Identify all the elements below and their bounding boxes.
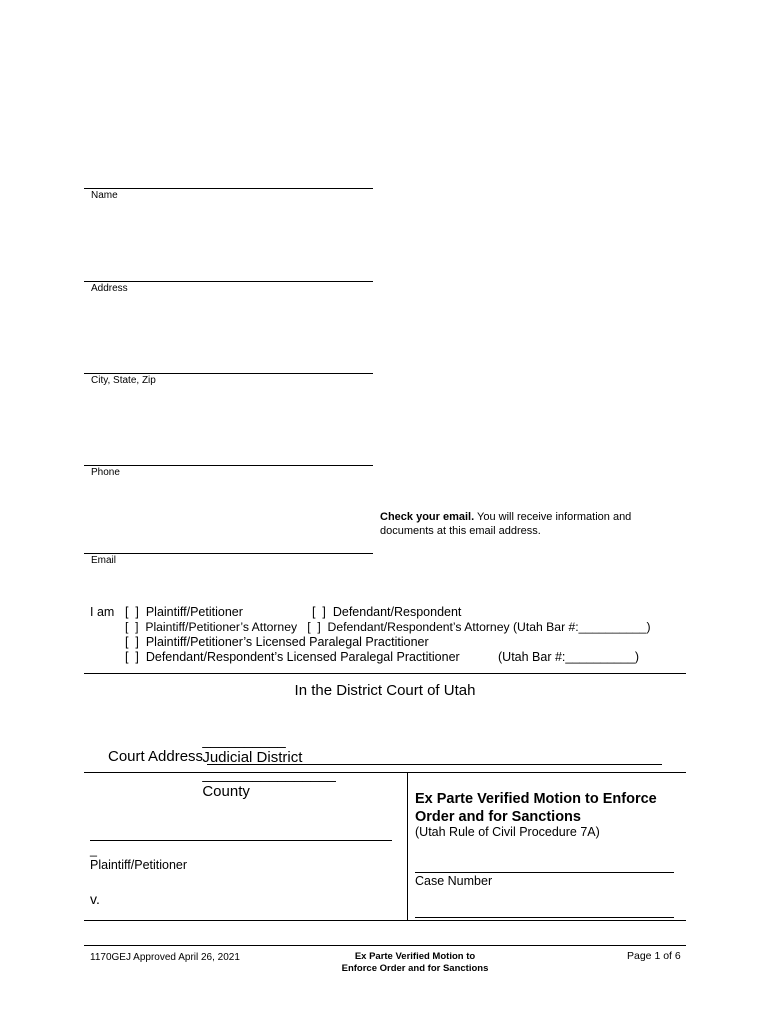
city-state-zip-line[interactable]	[84, 373, 373, 374]
footer-rule	[84, 945, 686, 946]
email-line[interactable]	[84, 553, 373, 554]
city-state-zip-label: City, State, Zip	[91, 375, 156, 386]
versus-label: v.	[90, 891, 100, 907]
footer-form-id: 1170GEJ Approved April 26, 2021	[90, 952, 240, 963]
caption-divider	[407, 772, 408, 920]
case-number-line[interactable]	[415, 872, 674, 873]
court-address-line[interactable]	[207, 764, 662, 765]
address-line[interactable]	[84, 281, 373, 282]
email-note-bold: Check your email.	[380, 511, 475, 523]
checkbox-attorneys[interactable]: [ ] Plaintiff/Petitioner’s Attorney [ ] Defendant/Respondent’s Attorney (Utah Bar #:__________)	[125, 620, 651, 634]
footer-title-line1: Ex Parte Verified Motion to	[354, 951, 476, 962]
footer-page-number: Page 1 of 6	[627, 950, 681, 962]
motion-title	[415, 790, 685, 826]
county-blank[interactable]: ________________	[202, 766, 336, 783]
phone-label: Phone	[91, 467, 120, 478]
judge-line[interactable]	[415, 917, 674, 918]
name-line[interactable]	[84, 188, 373, 189]
court-address-label: Court Address	[108, 748, 204, 765]
utah-bar-number-field[interactable]: (Utah Bar #:__________)	[498, 650, 640, 664]
section-divider	[84, 673, 686, 674]
phone-line[interactable]	[84, 465, 373, 466]
footer-title	[300, 951, 530, 975]
plaintiff-label: Plaintiff/Petitioner	[90, 858, 188, 872]
checkbox-defendant-respondent[interactable]: [ ] Defendant/Respondent	[312, 605, 462, 619]
case-number-label: Case Number	[415, 874, 493, 888]
caption-bottom-rule	[84, 920, 686, 921]
county-label: County	[202, 783, 250, 800]
checkbox-plaintiff-petitioner[interactable]: [ ] Plaintiff/Petitioner	[125, 605, 243, 619]
name-label: Name	[91, 190, 118, 201]
footer-title-line2: Enforce Order and for Sanctions	[341, 963, 489, 974]
court-title: In the District Court of Utah	[294, 682, 476, 699]
judicial-district-label: Judicial District	[202, 749, 303, 766]
email-note-line2: documents at this email address.	[380, 525, 541, 537]
plaintiff-name-line[interactable]	[90, 840, 392, 841]
rule-citation: (Utah Rule of Civil Procedure 7A)	[415, 825, 600, 839]
email-label: Email	[91, 555, 117, 566]
motion-title-line2: Order and for Sanctions	[415, 809, 581, 825]
checkbox-plaintiff-paralegal[interactable]: [ ] Plaintiff/Petitioner’s Licensed Paralegal Practitioner	[125, 635, 429, 649]
judicial-district-line	[194, 715, 336, 800]
email-note	[380, 510, 680, 538]
plaintiff-underscore: _	[90, 843, 97, 857]
district-number-blank[interactable]: __________	[202, 732, 286, 749]
motion-title-line1: Ex Parte Verified Motion to Enforce	[415, 791, 657, 807]
address-label: Address	[91, 283, 128, 294]
email-note-text: You will receive information and	[474, 511, 632, 523]
checkbox-defendant-paralegal[interactable]: [ ] Defendant/Respondent’s Licensed Paralegal Practitioner	[125, 650, 460, 664]
i-am-label: I am	[90, 605, 115, 619]
caption-top-rule	[84, 772, 686, 773]
